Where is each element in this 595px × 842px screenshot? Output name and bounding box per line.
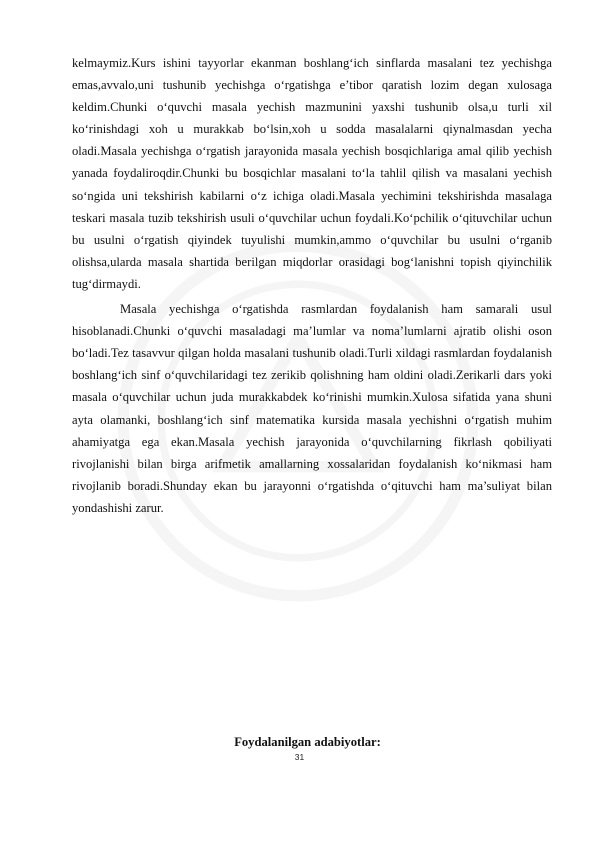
paragraph-conclusion-part-2: Masala yechishga o‘rgatishda rasmlardan foydalanish ham samarali usul hisoblanadi.Chunki o‘quvchi masaladagi ma’lumlar va noma’lumlarni ajratib olishi oson bo‘ladi.Tez tasavvur qilgan holda masalani tushunib oladi.Turli xildagi rasmlardan foydalanish boshlang‘ich sinf o‘quvchilaridagi tez zerikib qolishning ham oldini oladi.Zerikarli dars yoki masala o‘quvchilar uchun juda murakkabdek ko‘rinishi mumkin.Xulosa sifatida yana shuni ayta olamanki, boshlang‘ich sinf matematika kursida masala yechishni o‘rgatish muhim ahamiyatga ega ekan.Masala yechish jarayonida o‘quvchilarning fikrlash qobiliyati rivojlanishi bilan birga arifmetik amallarning xossalaridan foydalanish ko‘nikmasi ham rivojlanib boradi.Shunday ekan bu jarayonni o‘rgatishda o‘qituvchi ham ma’suliyat bilan yondashishi zarur. bbox=[72, 302, 552, 515]
paragraph-conclusion-part-1: kelmaymiz.Kurs ishini tayyorlar ekanman boshlang‘ich sinflarda masalani tez yechishga emas,avvalo,uni tushunib yechishga o‘rgatishga e’tibor qaratish lozim degan xulosaga keldim.Chunki o‘quvchi masala yechish mazmunini yaxshi tushunib olsa,u turli xil ko‘rinishdagi xoh u murakkab bo‘lsin,xoh u sodda masalalarni qiynalmasdan yecha oladi.Masala yechishga o‘rgatish jarayonida masala yechish bosqichlariga amal qilib yechish yanada foydaliroqdir.Chunki bu bosqichlar masalani to‘la tahlil qilish va masalani yechish so‘ngida uni tekshirish kabilarni o‘z ichiga oladi.Masala yechimini tekshirishda masalaga teskari masala tuzib tekshirish usuli o‘quvchilar uchun foydali.Ko‘pchilik o‘qituvchilar uchun bu usulni o‘rgatish qiyindek tuyulishi mumkin,ammo o‘quvchilar bu usulni o‘rganib olishsa,ularda masala shartida berilgan miqdorlar orasidagi bog‘lanishni topish qiyinchilik tug‘dirmaydi. bbox=[72, 56, 552, 291]
references-heading: Foydalanilgan adabiyotlar: bbox=[234, 735, 381, 749]
page-number: 31 bbox=[294, 752, 305, 762]
body-text bbox=[72, 52, 552, 519]
